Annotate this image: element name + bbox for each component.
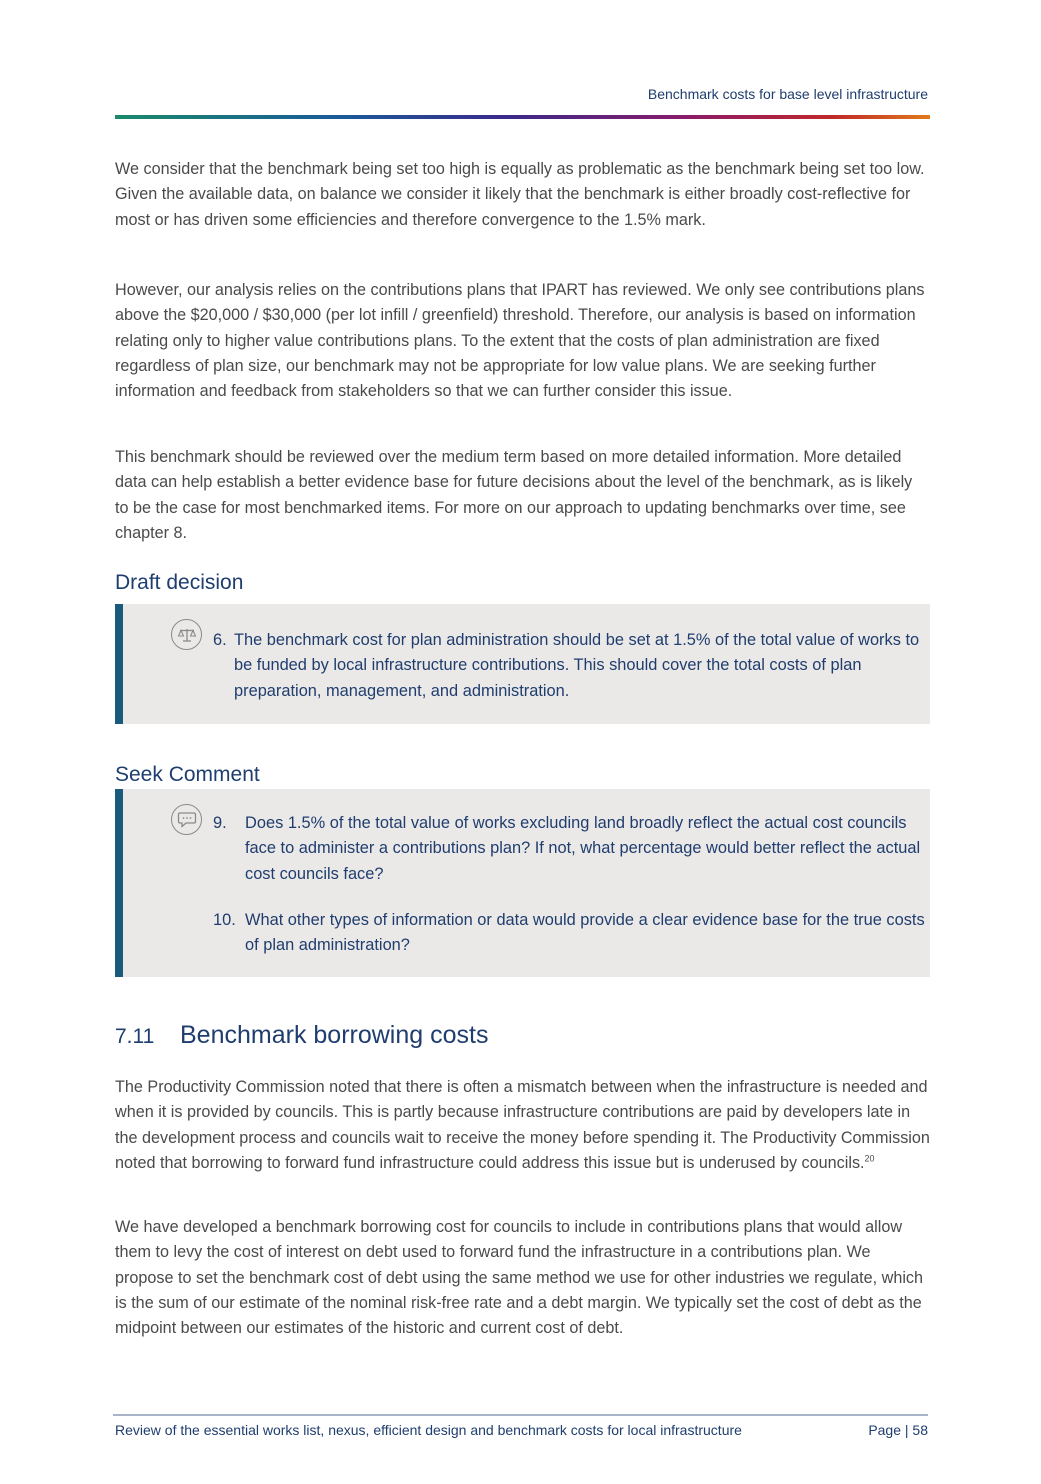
footnote-ref[interactable]: 20 xyxy=(864,1153,875,1164)
comment-number: 9. xyxy=(213,814,227,832)
scales-icon xyxy=(171,619,202,650)
paragraph: We have developed a benchmark borrowing cost for councils to include in contributions plans that would allow them to levy the cost of interest on debt used to forward fund the infrastructure in a contributions plan. We propose to set the benchmark cost of debt using the same method we use for other industries we regulate, which is the sum of our estimate of the nominal risk-free rate and a debt margin. We typically set the cost of debt as the midpoint between our estimates of the historic and current cost of debt. xyxy=(115,1218,924,1338)
section-title: Benchmark borrowing costs xyxy=(180,1021,489,1049)
section-number: 7.11 xyxy=(115,1025,155,1048)
comment-item xyxy=(213,811,933,887)
paragraph xyxy=(115,1075,930,1176)
comment-item xyxy=(213,908,933,959)
decision-item xyxy=(213,628,928,704)
section-heading xyxy=(115,1021,488,1050)
comment-text: Does 1.5% of the total value of works excluding land broadly reflect the actual cost councils face to administer a contributions plan? If not, what percentage would better reflect the actual cost councils face? xyxy=(245,814,921,883)
draft-decision-heading: Draft decision xyxy=(115,571,244,594)
paragraph: This benchmark should be reviewed over the medium term based on more detailed information. More detailed data can help establish a better evidence base for future decisions about the level of the benchmark, as is likely to be the case for most benchmarked items. For more on our approach to updating benchmarks over time, see chapter 8. xyxy=(115,448,913,542)
running-header: Benchmark costs for base level infrastructure xyxy=(647,86,928,102)
paragraph-text: The Productivity Commission noted that there is often a mismatch between when the infrastructure is needed and when it is provided by councils. This is partly because infrastructure contributions are paid by developers late in the development process and councils wait to receive the money before spending it. The Productivity Commission noted that borrowing to forward fund infrastructure could address this issue but is underused by councils. xyxy=(115,1078,930,1172)
speech-bubble-icon xyxy=(171,804,202,835)
page-number: Page | 58 xyxy=(868,1422,928,1438)
header-accent-rule xyxy=(115,115,930,119)
comment-text: What other types of information or data would provide a clear evidence base for the true costs of plan administration? xyxy=(245,911,925,955)
comment-number: 10. xyxy=(213,911,236,929)
paragraph: However, our analysis relies on the contributions plans that IPART has reviewed. We only see contributions plans above the $20,000 / $30,000 (per lot infill / greenfield) threshold. Therefore, our analysis is based on information relating only to higher value contributions plans. To the extent that the costs of plan administration are fixed regardless of plan size, our benchmark may not be appropriate for low value plans. We are seeking further information and feedback from stakeholders so that we can further consider this issue. xyxy=(115,281,925,401)
decision-text: The benchmark cost for plan administration should be set at 1.5% of the total value of works to be funded by local infrastructure contributions. This should cover the total costs of plan preparation, management, and administration. xyxy=(234,631,920,700)
draft-decision-box xyxy=(115,604,930,724)
seek-comment-heading: Seek Comment xyxy=(115,763,260,786)
footer-document-title: Review of the essential works list, nexus, efficient design and benchmark costs for local infrastructure xyxy=(115,1422,742,1438)
seek-comment-box xyxy=(115,789,930,977)
footer-rule xyxy=(113,1414,928,1416)
decision-number: 6. xyxy=(213,631,227,649)
paragraph: We consider that the benchmark being set too high is equally as problematic as the benchmark being set too low. Given the available data, on balance we consider it likely that the benchmark is either broadly cost-reflective for most or has driven some efficiencies and therefore convergence to the 1.5% mark. xyxy=(115,160,925,229)
